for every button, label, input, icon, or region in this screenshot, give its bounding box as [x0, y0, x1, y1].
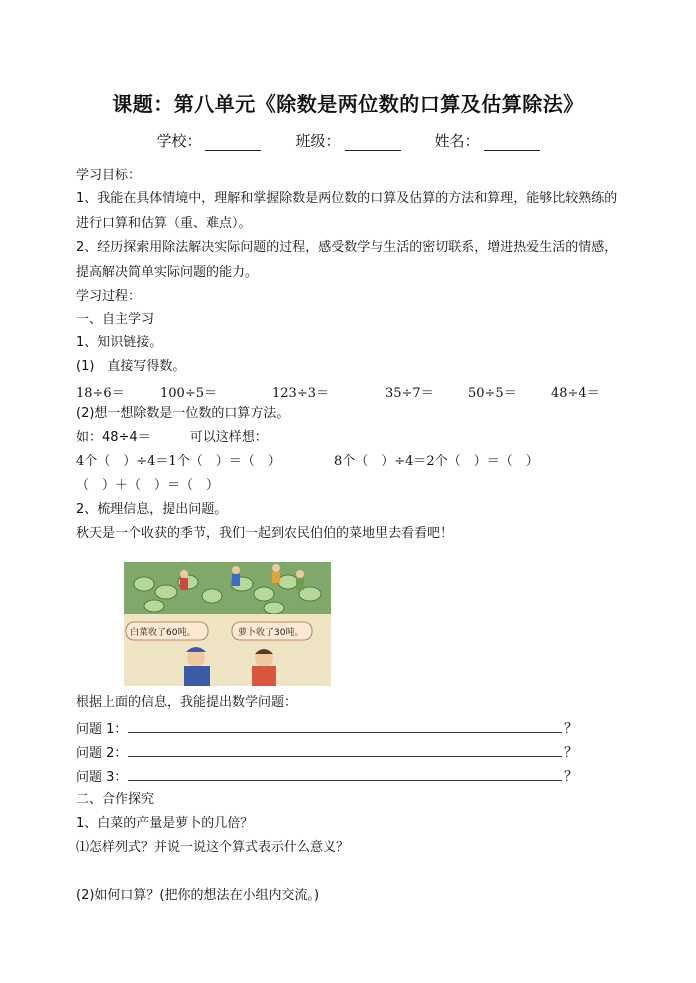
question-label: 问题 2：: [76, 746, 128, 761]
class-field: [295, 130, 400, 151]
cabbage-times-question: 1、白菜的产量是萝卜的几倍？: [76, 816, 254, 831]
answer-line[interactable]: [128, 780, 562, 781]
school-blank[interactable]: [205, 135, 261, 151]
section-1-heading: 一、自主学习: [76, 312, 155, 327]
school-field: [156, 130, 261, 151]
sort-info-heading: 2、梳理信息，提出问题。: [76, 502, 228, 517]
question-row: [76, 742, 576, 760]
knowledge-link: 1、知识链接。: [76, 335, 163, 350]
think-step-1: 4个（ ）÷4＝1个（ ）＝（ ）: [76, 454, 281, 469]
calc-item: 100÷5＝: [160, 386, 217, 401]
answer-line[interactable]: [128, 756, 562, 757]
question-label: 问题 3：: [76, 770, 128, 785]
section-2-heading: 二、合作探究: [76, 792, 155, 807]
calc-item: 18÷6＝: [76, 386, 125, 401]
question-row: [76, 766, 576, 784]
bubble-cabbage: 白菜收了60吨。: [130, 628, 196, 638]
student-info-row: [0, 130, 696, 151]
calc-item: 50÷5＝: [468, 386, 517, 401]
school-label: 学校：: [156, 132, 202, 150]
name-field: [435, 130, 540, 151]
think-method-prompt: (2)想一想除数是一位数的口算方法。: [76, 406, 290, 421]
class-label: 班级：: [295, 132, 341, 150]
name-label: 姓名：: [434, 132, 480, 150]
calc-item: 35÷7＝: [385, 386, 434, 401]
objectives-heading: 学习目标：: [76, 168, 142, 183]
question-row: [76, 718, 576, 736]
objective-item-1: 1、我能在具体情境中，理解和掌握除数是两位数的口算及估算的方法和算理，能够比较熟练的进行口算和估算（重、难点）。: [76, 191, 618, 231]
think-step-2: 8个（ ）÷4＝2个（ ）＝（ ）: [334, 454, 539, 469]
name-blank[interactable]: [484, 135, 540, 151]
direct-answer-prompt: (1) 直接写得数。: [76, 359, 186, 374]
farm-illustration: [124, 562, 331, 686]
question-mark: ？: [564, 721, 578, 737]
process-heading: 学习过程：: [76, 289, 142, 304]
bubble-radish: 萝卜收了30吨。: [238, 628, 304, 638]
calc-item: 123÷3＝: [272, 386, 329, 401]
answer-line[interactable]: [128, 732, 562, 733]
calc-item: 48÷4＝: [551, 386, 600, 401]
objective-item-2: 2、经历探索用除法解决实际问题的过程，感受数学与生活的密切联系，增进热爱生活的情感，提高解决简单实际问题的能力。: [76, 240, 618, 280]
farm-scene-image: [124, 562, 331, 686]
oral-calc-prompt: (2)如何口算？(把你的想法在小组内交流。): [76, 888, 320, 903]
question-label: 问题 1：: [76, 722, 128, 737]
story-text: 秋天是一个收获的季节，我们一起到农民伯伯的菜地里去看看吧！: [76, 526, 454, 541]
example-line: 如：48÷4＝ 可以这样想：: [76, 430, 268, 445]
formula-prompt: ⑴怎样列式？并说一说这个算式表示什么意义？: [76, 840, 350, 855]
page-title: 课题：第八单元《除数是两位数的口算及估算除法》: [112, 92, 584, 116]
class-blank[interactable]: [345, 135, 401, 151]
think-step-3: （ ）＋（ ）＝（ ）: [76, 478, 220, 493]
ask-intro: 根据上面的信息，我能提出数学问题：: [76, 695, 298, 710]
question-mark: ？: [564, 769, 578, 785]
question-mark: ？: [564, 745, 578, 761]
